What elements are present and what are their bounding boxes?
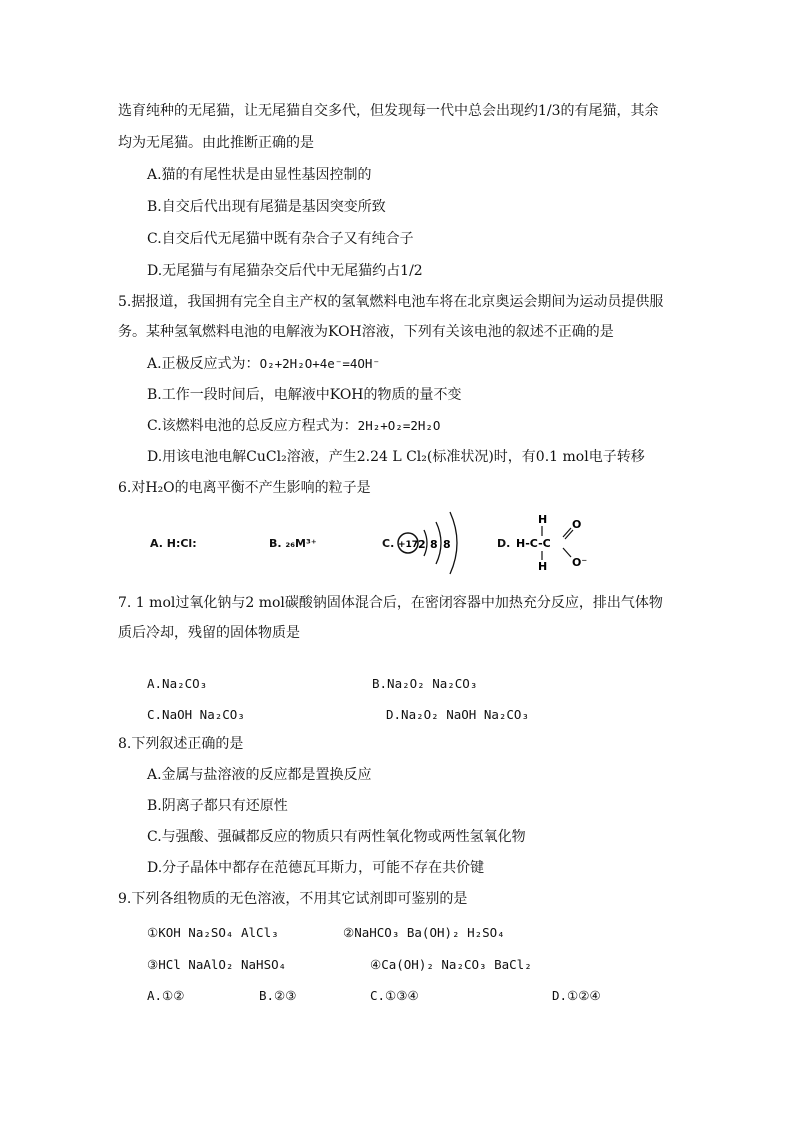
shell-electrons-2: 8 — [430, 538, 438, 551]
q5-option-c-prefix: C.该燃料电池的总反应方程式为： — [147, 418, 358, 434]
q7-option-a: A.Na₂CO₃ — [147, 676, 208, 691]
q5-option-b: B.工作一段时间后，电解液中KOH的物质的量不变 — [147, 387, 462, 403]
q9-option-b: B.②③ — [259, 988, 297, 1003]
shell-electrons-3: 8 — [443, 538, 451, 551]
q9-option-a: A.①② — [147, 988, 185, 1003]
q6-stem: 6.对H₂O的电离平衡不产生影响的粒子是 — [118, 480, 371, 496]
q9-group-1: ①KOH Na₂SO₄ AlCl₃ — [147, 925, 279, 940]
q6-option-b — [269, 537, 317, 550]
q6-option-d-structure — [514, 510, 594, 572]
q5-option-a-equation: O₂+2H₂O+4e⁻=4OH⁻ — [259, 356, 380, 371]
q9-group-4: ④Ca(OH)₂ Na₂CO₃ BaCl₂ — [370, 957, 532, 972]
q8-option-b: B.阴离子都只有还原性 — [147, 798, 288, 814]
bond-co-double-2 — [565, 530, 573, 539]
q7-option-d: D.Na₂O₂ NaOH Na₂CO₃ — [386, 707, 529, 722]
q5-option-a — [147, 354, 380, 374]
q5-option-a-prefix: A.正极反应式为： — [147, 356, 260, 372]
q8-option-a: A.金属与盐溶液的反应都是置换反应 — [147, 767, 372, 783]
q4-stem-line2: 均为无尾猫。由此推断正确的是 — [118, 135, 314, 151]
nucleus-charge: +17 — [397, 540, 419, 550]
q5-stem-line1: 5.据报道，我国拥有完全自主产权的氢氧燃料电池车将在北京奥运会期间为运动员提供服 — [118, 294, 664, 310]
q6-option-a — [150, 537, 197, 550]
q4-stem-line1: 选育纯种的无尾猫，让无尾猫自交多代，但发现每一代中总会出现约1/3的有尾猫，其余 — [118, 103, 659, 119]
q9-option-c: C.①③④ — [370, 988, 419, 1003]
q6-option-c-atom-diagram — [396, 508, 476, 580]
o-top: O — [572, 518, 582, 531]
q7-stem-line2: 质后冷却，残留的固体物质是 — [118, 625, 300, 641]
q7-option-c: C.NaOH Na₂CO₃ — [147, 707, 245, 722]
main-chain: H-C-C — [516, 537, 551, 550]
q5-option-c — [147, 416, 440, 436]
q9-group-2: ②NaHCO₃ Ba(OH)₂ H₂SO₄ — [343, 925, 505, 940]
q9-group-3: ③HCl NaAlO₂ NaHSO₄ — [147, 957, 287, 972]
bond-co-double — [563, 528, 571, 537]
h-bottom: H — [538, 560, 548, 572]
q4-option-a: A.猫的有尾性状是由显性基因控制的 — [147, 167, 372, 183]
shell-electrons-1: 2 — [418, 538, 426, 551]
q7-option-b: B.Na₂O₂ Na₂CO₃ — [372, 676, 478, 691]
q6-option-b-formula: ₂₆M³⁺ — [285, 537, 317, 550]
q6-option-c-label: C. — [382, 537, 395, 550]
bond-co-single — [563, 548, 571, 557]
q8-option-c: C.与强酸、强碱都反应的物质只有两性氧化物或两性氢氧化物 — [147, 829, 526, 845]
q5-option-d: D.用该电池电解CuCl₂溶液，产生2.24 L Cl₂(标准状况)时，有0.1 mol电子转移 — [147, 449, 645, 465]
q6-option-a-formula: H:Cl: — [166, 537, 197, 550]
q6-option-a-label: A. — [150, 537, 163, 550]
q8-option-d: D.分子晶体中都存在范德瓦耳斯力，可能不存在共价键 — [147, 860, 485, 876]
q8-stem: 8.下列叙述正确的是 — [118, 736, 244, 752]
h-top: H — [538, 513, 548, 526]
q6-option-b-label: B. — [269, 537, 282, 550]
shell-arc-3 — [450, 512, 457, 574]
q7-stem-line1: 7. 1 mol过氧化钠与2 mol碳酸钠固体混合后，在密闭容器中加热充分反应，排出气体物 — [118, 595, 663, 611]
q4-option-d: D.无尾猫与有尾猫杂交后代中无尾猫约占1/2 — [147, 263, 423, 279]
q5-stem-line2: 务。某种氢氧燃料电池的电解液为KOH溶液，下列有关该电池的叙述不正确的是 — [118, 324, 614, 340]
q4-option-b: B.自交后代出现有尾猫是基因突变所致 — [147, 199, 386, 215]
q6-option-d-label: D. — [497, 537, 511, 550]
q9-stem: 9.下列各组物质的无色溶液，不用其它试剂即可鉴别的是 — [118, 891, 468, 907]
q9-option-d: D.①②④ — [552, 988, 601, 1003]
o-bottom: O⁻ — [572, 556, 588, 569]
q4-option-c: C.自交后代无尾猫中既有杂合子又有纯合子 — [147, 231, 414, 247]
q5-option-c-equation: 2H₂+O₂=2H₂O — [357, 418, 441, 433]
